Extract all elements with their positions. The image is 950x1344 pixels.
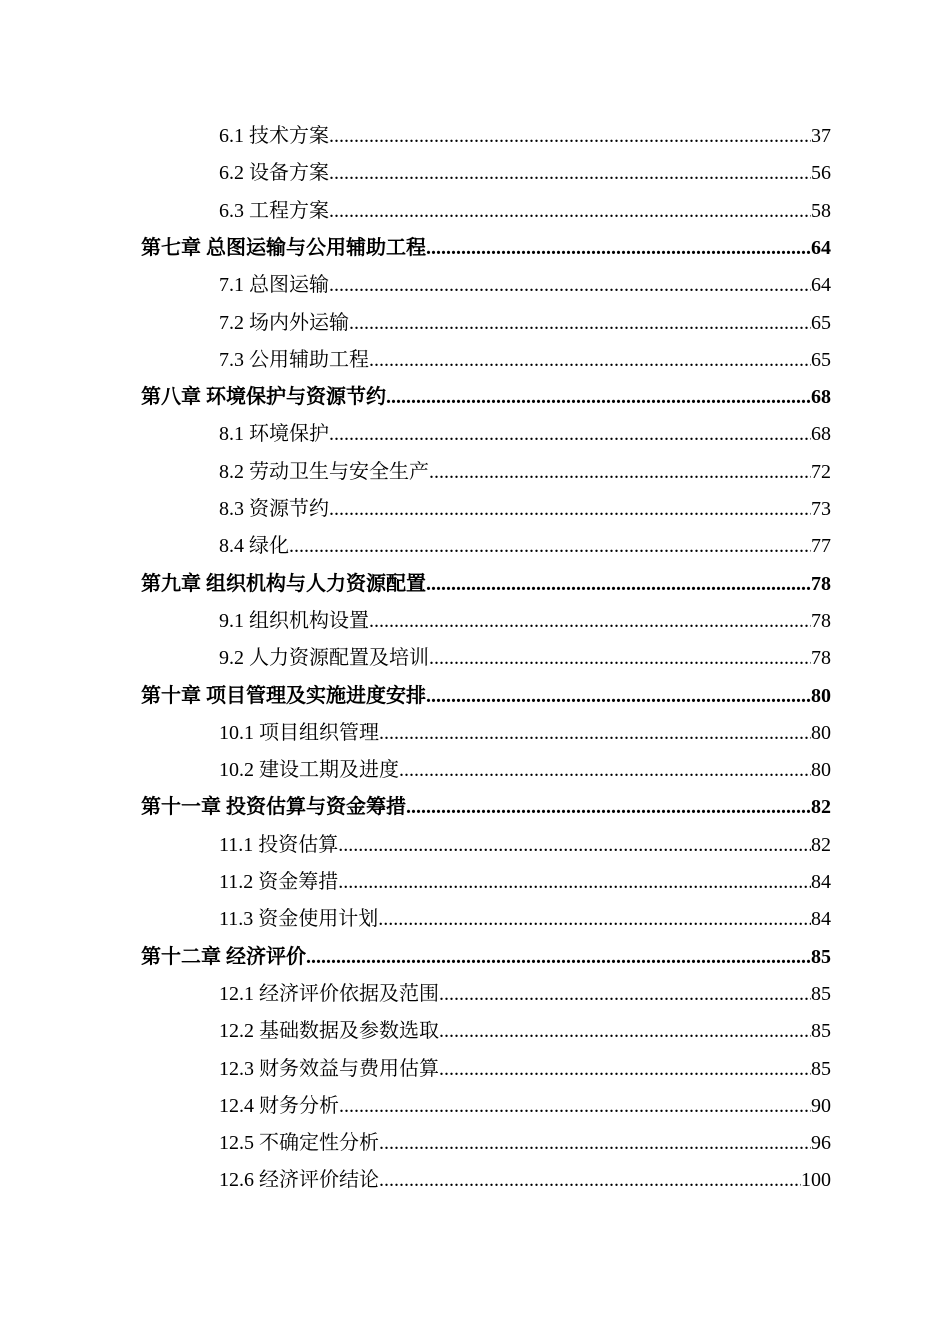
toc-page-number: 72 [811, 460, 831, 483]
toc-page-number: 84 [811, 908, 831, 931]
toc-entry-title: 12.4 财务分析 [219, 1094, 339, 1117]
toc-section-entry[interactable] [219, 118, 831, 155]
toc-dot-leader [379, 715, 811, 752]
toc-page-number: 78 [811, 609, 831, 632]
toc-chapter-entry[interactable] [141, 678, 831, 715]
toc-dot-leader [386, 379, 811, 416]
toc-chapter-entry[interactable] [141, 789, 831, 826]
toc-page-number: 64 [811, 274, 831, 297]
toc-entry-title: 12.2 基础数据及参数选取 [219, 1020, 439, 1043]
toc-dot-leader [349, 305, 811, 342]
toc-section-entry[interactable] [219, 155, 831, 192]
toc-entry-title: 第十一章 投资估算与资金筹措 [141, 796, 406, 819]
toc-entry-title: 12.6 经济评价结论 [219, 1169, 379, 1192]
toc-entry-title: 8.3 资源节约 [219, 498, 329, 520]
toc-page-number: 80 [811, 684, 831, 707]
toc-page-number: 77 [811, 535, 831, 558]
toc-section-entry[interactable] [219, 1013, 831, 1050]
toc-page-number: 65 [811, 348, 831, 371]
toc-dot-leader [338, 864, 811, 901]
toc-page-number: 37 [811, 125, 831, 147]
toc-entry-title: 11.1 投资估算 [219, 833, 339, 856]
toc-section-entry[interactable] [219, 528, 831, 565]
toc-dot-leader [329, 267, 811, 304]
toc-dot-leader [369, 342, 811, 379]
toc-entry-title: 9.2 人力资源配置及培训 [219, 647, 429, 670]
toc-section-entry[interactable] [219, 267, 831, 304]
toc-section-entry[interactable] [219, 491, 831, 528]
toc-page-number: 82 [811, 796, 831, 819]
toc-entry-title: 8.4 绿化 [219, 535, 289, 558]
toc-section-entry[interactable] [219, 827, 831, 864]
toc-section-entry[interactable] [219, 715, 831, 752]
toc-dot-leader [339, 1088, 811, 1125]
toc-entry-title: 6.3 工程方案 [219, 199, 329, 222]
toc-dot-leader [329, 416, 811, 453]
toc-page-number: 82 [811, 833, 831, 856]
toc-page-number: 78 [811, 572, 831, 595]
toc-page-number: 56 [811, 162, 831, 185]
toc-dot-leader [379, 1125, 811, 1162]
toc-page-number: 100 [801, 1169, 831, 1192]
toc-section-entry[interactable] [219, 416, 831, 453]
toc-chapter-entry[interactable] [141, 566, 831, 603]
toc-page-number: 85 [811, 1020, 831, 1043]
toc-section-entry[interactable] [219, 1162, 831, 1199]
toc-entry-title: 11.2 资金筹措 [219, 871, 339, 893]
toc-chapter-entry[interactable] [141, 939, 831, 976]
toc-dot-leader [329, 155, 811, 192]
toc-section-entry[interactable] [219, 864, 831, 901]
toc-dot-leader [378, 901, 811, 938]
toc-dot-leader [369, 603, 811, 640]
toc-dot-leader [399, 752, 811, 789]
toc-page-number: 78 [811, 647, 831, 670]
toc-entry-title: 7.3 公用辅助工程 [219, 348, 369, 371]
toc-chapter-entry[interactable] [141, 230, 831, 267]
toc-entry-title: 8.1 环境保护 [219, 423, 329, 446]
toc-section-entry[interactable] [219, 1088, 831, 1125]
toc-dot-leader [429, 640, 811, 677]
toc-section-entry[interactable] [219, 1051, 831, 1088]
toc-entry-title: 9.1 组织机构设置 [219, 609, 369, 632]
toc-entry-title: 12.5 不确定性分析 [219, 1132, 379, 1155]
toc-dot-leader [306, 939, 811, 976]
toc-dot-leader [379, 1162, 801, 1199]
toc-page-number: 85 [811, 1057, 831, 1080]
toc-entry-title: 7.1 总图运输 [219, 274, 329, 297]
toc-page-number: 80 [811, 759, 831, 782]
toc-dot-leader [439, 976, 811, 1013]
toc-entry-title: 12.3 财务效益与费用估算 [219, 1057, 439, 1080]
toc-entry-title: 10.2 建设工期及进度 [219, 759, 399, 782]
toc-chapter-entry[interactable] [141, 379, 831, 416]
toc-dot-leader [426, 566, 811, 603]
toc-page-number: 85 [811, 982, 831, 1005]
toc-entry-title: 7.2 场内外运输 [219, 311, 349, 334]
toc-dot-leader [426, 230, 811, 267]
toc-entry-title: 12.1 经济评价依据及范围 [219, 982, 439, 1005]
toc-section-entry[interactable] [219, 976, 831, 1013]
toc-entry-title: 第七章 总图运输与公用辅助工程 [141, 236, 426, 259]
toc-dot-leader [329, 118, 811, 155]
toc-dot-leader [329, 193, 811, 230]
toc-dot-leader [338, 827, 811, 864]
toc-dot-leader [329, 491, 811, 528]
toc-entry-title: 第十章 项目管理及实施进度安排 [141, 684, 426, 707]
toc-section-entry[interactable] [219, 1125, 831, 1162]
toc-dot-leader [406, 789, 811, 826]
toc-section-entry[interactable] [219, 342, 831, 379]
toc-entry-title: 第九章 组织机构与人力资源配置 [141, 572, 426, 595]
toc-dot-leader [289, 528, 811, 565]
toc-entry-title: 第八章 环境保护与资源节约 [141, 386, 386, 409]
toc-section-entry[interactable] [219, 193, 831, 230]
toc-section-entry[interactable] [219, 305, 831, 342]
toc-page-number: 68 [811, 386, 831, 409]
toc-page-number: 85 [811, 945, 831, 968]
toc-entry-title: 第十二章 经济评价 [141, 945, 306, 968]
toc-page-number: 68 [811, 423, 831, 446]
toc-section-entry[interactable] [219, 640, 831, 677]
toc-entry-title: 8.2 劳动卫生与安全生产 [219, 460, 429, 483]
toc-page-number: 73 [811, 498, 831, 520]
toc-dot-leader [426, 678, 811, 715]
toc-entry-title: 6.1 技术方案 [219, 125, 329, 147]
toc-page-number: 90 [811, 1094, 831, 1117]
toc-dot-leader [439, 1051, 811, 1088]
toc-entry-title: 10.1 项目组织管理 [219, 721, 379, 744]
toc-dot-leader [439, 1013, 811, 1050]
toc-page-number: 84 [811, 871, 831, 893]
toc-entry-title: 11.3 资金使用计划 [219, 908, 379, 931]
toc-page-number: 64 [811, 236, 831, 259]
toc-entry-title: 6.2 设备方案 [219, 162, 329, 185]
toc-section-entry[interactable] [219, 901, 831, 938]
toc-page-number: 96 [811, 1132, 831, 1155]
toc-page-number: 65 [811, 311, 831, 334]
toc-section-entry[interactable] [219, 752, 831, 789]
toc-dot-leader [429, 454, 811, 491]
toc-page-number: 58 [811, 199, 831, 222]
toc-section-entry[interactable] [219, 454, 831, 491]
toc-page-number: 80 [811, 721, 831, 744]
toc-section-entry[interactable] [219, 603, 831, 640]
